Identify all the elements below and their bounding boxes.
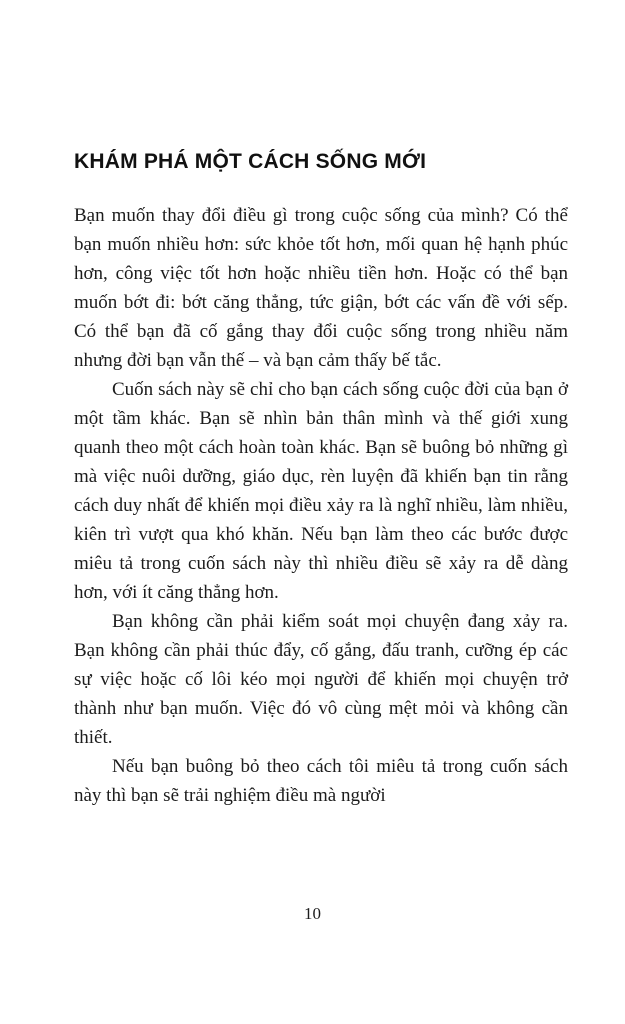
paragraph-2: Cuốn sách này sẽ chỉ cho bạn cách sống cuộc đời của bạn ở một tầm khác. Bạn sẽ nhìn bản thân mình và thế giới xung quanh theo một cách hoàn toàn khác. Bạn sẽ buông bỏ những gì mà việc nuôi dưỡng, giáo dục, rèn luyện đã khiến bạn tin rằng cách duy nhất để khiến mọi điều xảy ra là nghĩ nhiều, làm nhiều, kiên trì vượt qua khó khăn. Nếu bạn làm theo các bước được miêu tả trong cuốn sách này thì nhiều điều sẽ xảy ra dễ dàng hơn, với ít căng thẳng hơn. [74,379,568,603]
paragraph-1: Bạn muốn thay đổi điều gì trong cuộc sống của mình? Có thể bạn muốn nhiều hơn: sức khỏe tốt hơn, mối quan hệ hạnh phúc hơn, công việc tốt hơn hoặc nhiều tiền hơn. Hoặc có thể bạn muốn bớt đi: bớt căng thẳng, tức giận, bớt các vấn đề với sếp. Có thể bạn đã cố gắng thay đổi cuộc sống trong nhiều năm nhưng đời bạn vẫn thế – và bạn cảm thấy bế tắc. [74,205,568,371]
paragraph-3: Bạn không cần phải kiểm soát mọi chuyện đang xảy ra. Bạn không cần phải thúc đẩy, cố gắng, đấu tranh, cưỡng ép các sự việc hoặc cố lôi kéo mọi người để khiến mọi chuyện trở thành như bạn muốn. Việc đó vô cùng mệt mỏi và không cần thiết. [74,611,568,748]
paragraph-4: Nếu bạn buông bỏ theo cách tôi miêu tả trong cuốn sách này thì bạn sẽ trải nghiệm điều mà người [74,756,568,806]
body-text [74,201,568,810]
chapter-heading: KHÁM PHÁ MỘT CÁCH SỐNG MỚI [74,150,427,173]
page-number: 10 [304,904,321,923]
